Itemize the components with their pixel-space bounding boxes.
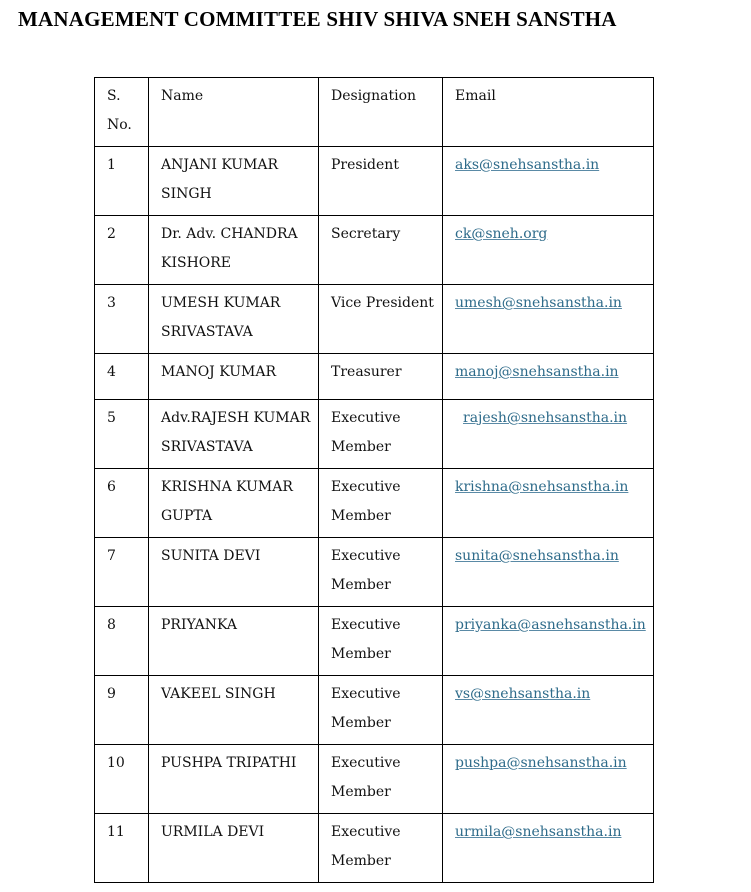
email-link[interactable]: manoj@snehsanstha.in <box>455 364 619 380</box>
table-row <box>95 216 654 285</box>
row-sno: 9 <box>95 676 149 745</box>
table-row <box>95 147 654 216</box>
row-email-cell <box>443 745 654 814</box>
email-link[interactable]: priyanka@asnehsanstha.in <box>455 617 646 633</box>
row-email-cell <box>443 538 654 607</box>
table-row <box>95 745 654 814</box>
row-designation: Secretary <box>319 216 443 285</box>
row-designation: Executive Member <box>319 814 443 883</box>
page-title: MANAGEMENT COMMITTEE SHIV SHIVA SNEH SANSTHA <box>18 7 617 31</box>
row-designation: Executive Member <box>319 607 443 676</box>
committee-table <box>94 77 654 883</box>
row-name: URMILA DEVI <box>149 814 319 883</box>
row-email-cell <box>443 216 654 285</box>
email-link[interactable]: rajesh@snehsanstha.in <box>463 410 628 426</box>
row-sno: 3 <box>95 285 149 354</box>
row-email-cell <box>443 469 654 538</box>
row-designation: President <box>319 147 443 216</box>
email-link[interactable]: sunita@snehsanstha.in <box>455 548 619 564</box>
email-link[interactable]: urmila@snehsanstha.in <box>455 824 622 840</box>
row-email-cell <box>443 400 654 469</box>
row-designation: Executive Member <box>319 745 443 814</box>
header-name: Name <box>149 78 319 147</box>
table-row <box>95 538 654 607</box>
row-designation: Executive Member <box>319 676 443 745</box>
row-name: PUSHPA TRIPATHI <box>149 745 319 814</box>
email-link[interactable]: umesh@snehsanstha.in <box>455 295 622 311</box>
row-name: ANJANI KUMAR SINGH <box>149 147 319 216</box>
row-name: Adv.RAJESH KUMAR SRIVASTAVA <box>149 400 319 469</box>
row-sno: 8 <box>95 607 149 676</box>
email-link[interactable]: vs@snehsanstha.in <box>455 686 591 702</box>
email-link[interactable]: pushpa@snehsanstha.in <box>455 755 627 771</box>
row-name: Dr. Adv. CHANDRA KISHORE <box>149 216 319 285</box>
row-designation: Executive Member <box>319 538 443 607</box>
row-email-cell <box>443 354 654 400</box>
row-sno: 7 <box>95 538 149 607</box>
row-designation: Vice President <box>319 285 443 354</box>
row-name: MANOJ KUMAR <box>149 354 319 400</box>
row-name: PRIYANKA <box>149 607 319 676</box>
row-email-cell <box>443 285 654 354</box>
row-designation: Executive Member <box>319 400 443 469</box>
row-email-cell <box>443 814 654 883</box>
row-name: KRISHNA KUMAR GUPTA <box>149 469 319 538</box>
table-row <box>95 676 654 745</box>
row-name: UMESH KUMAR SRIVASTAVA <box>149 285 319 354</box>
row-email-cell <box>443 147 654 216</box>
row-sno: 10 <box>95 745 149 814</box>
table-row <box>95 469 654 538</box>
header-email: Email <box>443 78 654 147</box>
header-sno: S. No. <box>95 78 149 147</box>
row-sno: 6 <box>95 469 149 538</box>
row-sno: 4 <box>95 354 149 400</box>
row-sno: 1 <box>95 147 149 216</box>
row-designation: Treasurer <box>319 354 443 400</box>
row-email-cell <box>443 607 654 676</box>
email-link[interactable]: aks@snehsanstha.in <box>455 157 600 173</box>
row-email-cell <box>443 676 654 745</box>
header-designation: Designation <box>319 78 443 147</box>
email-link[interactable]: ck@sneh.org <box>455 226 548 242</box>
table-row <box>95 607 654 676</box>
table-header-row <box>95 78 654 147</box>
row-sno: 5 <box>95 400 149 469</box>
table-row <box>95 814 654 883</box>
row-designation: Executive Member <box>319 469 443 538</box>
row-name: SUNITA DEVI <box>149 538 319 607</box>
row-sno: 11 <box>95 814 149 883</box>
table-row <box>95 400 654 469</box>
email-link[interactable]: krishna@snehsanstha.in <box>455 479 629 495</box>
table-row <box>95 354 654 400</box>
row-sno: 2 <box>95 216 149 285</box>
table-row <box>95 285 654 354</box>
row-name: VAKEEL SINGH <box>149 676 319 745</box>
